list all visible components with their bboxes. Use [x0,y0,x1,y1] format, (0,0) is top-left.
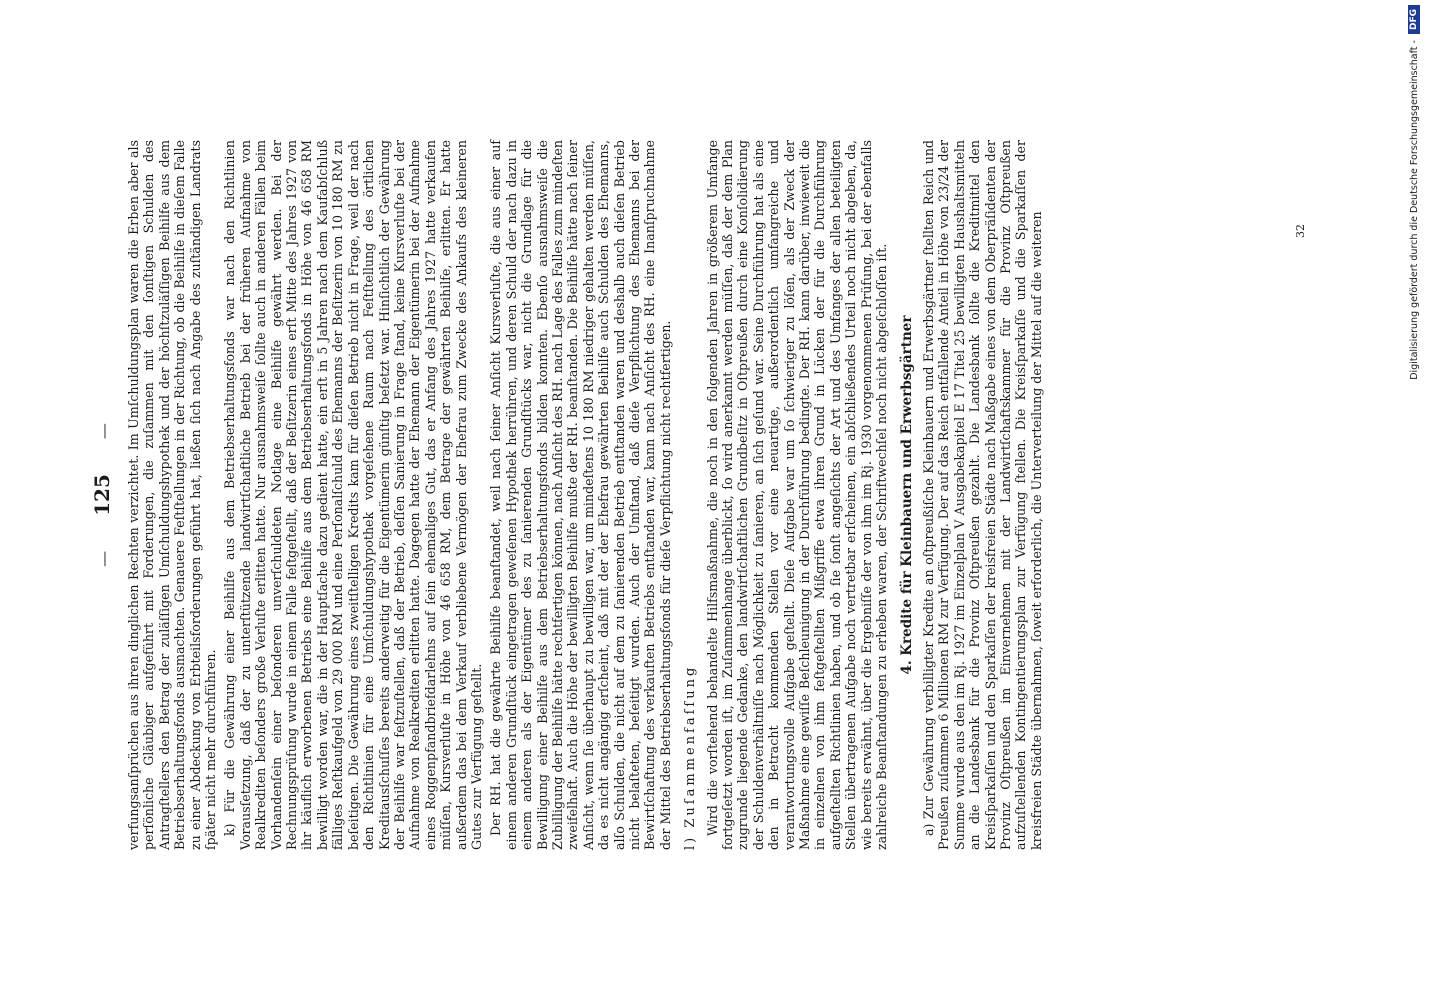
page-number: 125 [90,474,114,516]
paragraph-rh-objection: Der RH. hat die gewährte Beihilfe beanſtandet, weil nach ſeiner Anſicht Kursverluſte, die aus einer auf einem anderen Grundſtück eingetragen geweſenen Hypothek herrühren, und deren Schuld der nach dazu in einem anderen als der Eigentümer des zu ſanierenden Grundſtücks war, nicht die Grundlage für die Bewilligung einer Beihilfe aus dem Betriebserhaltungsfonds bilden konnten. Ebenſo ausnahmsweiſe die Zubilligung der Beihilfe hätte rechtfertigen können, nach Anſicht des RH. nach Lage des Falles zum mindeſten zweifelhaft. Auch die Höhe der bewilligten Beihilfe mußte der RH. beanſtanden. Die Beihilfe hätte nach ſeiner Anſicht, wenn ſie überhaupt zu bewilligen war, um mindeſtens 10 180 RM niedriger gehalten werden müſſen, da es nicht angängig erſcheint, daß mit der der Ehefrau gewährten Beihilfe auch Schulden des Ehemanns, alſo Schulden, die nicht auf dem zu ſanierenden Betrieb entſtanden waren und deshalb auch dieſen Betrieb nicht belaſteten, beſeitigt wurden. Auch der Umſtand, daß dieſe Verpflichtung des Ehemanns bei der Bewirtſchaftung des verkauften Betriebs entſtanden war, kann nach Anſicht des RH. eine Inanſpruchnahme der Mittel des Betriebserhaltungsfonds für dieſe Verpflichtung nicht rechtfertigen. [488,140,673,850]
paragraph-a: a) Zur Gewährung verbilligter Kredite an oſtpreußiſche Kleinbauern und Erwerbsgärtner ſtellten Reich und Preußen zuſammen 6 Millionen RM zur Verfügung. Der auf das Reich entfallende Anteil in Höhe von 23/24 der Summe wurde aus den im Rj. 1927 im Einzelplan V Ausgabekapitel E 17 Titel 25 bewilligten Haushaltsmitteln an die Landesbank für die Provinz Oſtpreußen gezahlt. Die Landesbank ſollte die Kreditmittel den Kreisſparkaſſen und den Sparkaſſen der kreisfreien Städte nach Maßgabe eines von dem Oberpräſidenten der Provinz Oſtpreußen im Einvernehmen mit der Landwirtſchaftskammer für die Provinz Oſtpreußen aufzuſtellenden Kontingentierungsplan zur Verfügung ſtellen. Die Kreisſparkaſſe und die Sparkaſſen der kreisfreien Städte übernahmen, ſoweit erforderlich, die Unterverteilung der Mittel auf die weiteren [920,140,1044,850]
body-text [126,140,1048,850]
header-dash-left: — [94,550,113,567]
paragraph-summary: Wird die vorſtehend behandelte Hilfsmaßnahme, die noch in den folgenden Jahren in größerem Umfange fortgeſetzt worden iſt, im Zuſammenhange überblickt, ſo wird anerkannt werden müſſen, daß der dem Plan zugrunde liegende Gedanke, den landwirtſchaftlichen Grundbeſitz in Oſtpreußen durch eine Konſolidierung der Schuldenverhältniſſe nach Möglichkeit zu ſanieren, an ſich geſund war. Seine Durchführung hat als eine den in Betracht kommenden Stellen vor eine neuartige, außerordentlich umfangreiche und verantwortungsvolle Aufgabe geſtellt. Dieſe Aufgabe war um ſo ſchwieriger zu löſen, als der Zweck der Maßnahme eine gewiſſe Beſchleunigung in der Durchführung bedingte. Der RH. kann darüber, inwieweit die in einzelnen von ihm feſtgeſtellten Mißgriffe etwa ihren Grund in Lücken der für die Durchführung aufgeſtellten Richtlinien haben, und ob ſie ſonſt angeſichts der Art und des Umfanges der allen beteiligten Stellen übertragenen Aufgabe noch vertretbar erſcheinen, ein abſchließendes Urteil noch nicht abgeben, da, wie bereits erwähnt, über die Ergebniſſe der von ihm im Rj. 1930 vorgenommenen Prüfung, bei der ebenfalls zahlreiche Beanſtandungen zu erheben waren, der Schriftwechſel noch nicht abgeſchloſſen iſt. [704,140,890,850]
digitization-note [1408,5,1420,995]
paragraph-continuation: verfungsanſprüchen aus ihren dinglichen Rechten verzichtet. Im Umſchuldungsplan waren die Erben aber als perſönliche Gläubiger aufgeführt mit Forderungen, die zuſammen mit den ſonſtigen Schulden des Antragſtellers den Betrag der zuläſſigen Umſchuldungshypothek und der höchſtzuläſſigen Beihilfe aus dem Betriebserhaltungsfonds ausmachten. Genauere Feſtſtellungen in der Richtung, ob die Beihilfe in dieſem Falle zu einer Abdeckung von Erbteilsforderungen geführt hat, ließen ſich nach Angabe des zuſtändigen Landrats ſpäter nicht mehr durchführen. [126,140,219,850]
paragraph-k: k) Für die Gewährung einer Beihilfe aus dem Betriebserhaltungsfonds war nach den Richtlinien Vorausſetzung, daß der zu unterſtützende landwirtſchaftliche Betrieb bei der früheren Aufnahme von Realkrediten beſonders große Verluſte erlitten hatte. Nur ausnahmsweiſe ſollte auch in anderen Fällen beim Vorhandenſein einer beſonderen unverſchuldeten Notlage eine Beihilfe gewährt werden. Bei der Rechnungsprüfung wurde in einem Falle feſtgeſtellt, daß der Beſitzerin eines erſt Mitte des Jahres 1927 von ihr käuflich erworbenen Betriebs eine Beihilfe aus dem Betriebserhaltungsfonds in Höhe von 46 658 RM bewilligt worden war, die in der Hauptſache dazu gedient hatte, ein erſt in 5 Jahren nach dem Kaufabſchluß fälliges Reſtkaufgeld von 29 000 RM und eine Perſonalſchuld des Ehemanns der Beſitzerin von 10 180 RM zu beſeitigen. Die Gewährung eines zweitſtelligen Kredits kam für dieſen Betrieb nicht in Frage, weil der nach den Richtlinien für eine Umſchuldungshypothek vorgeſehene Raum nach Feſtſtellung des örtlichen Kreditausſchuſſes bereits anderweitig für die Eigentümerin günſtig beſetzt war. Hinſichtlich der Gewährung der Beihilfe war feſtzuſtellen, daß der Betrieb, deſſen Sanierung in Frage ſtand, keine Kursverluſte bei der Aufnahme von Realkrediten erlitten hatte. Dagegen hatte der Ehemann der Eigentümerin bei der Aufnahme eines Roggenpfandbriefdarlehns auf ſein ehemaliges Gut, das er Anfang des Jahres 1927 hatte verkaufen müſſen, Kursverluſte in Höhe von 46 658 RM, dem Betrage der gewährten Beihilfe, erlitten. Er hatte außerdem das bei dem Verkauf verbliebene Vermögen der Ehefrau zum Zwecke des Ankaufs des kleineren Gutes zur Verfügung geſtellt. [222,140,484,850]
section-heading-4: 4. Kredite für Kleinbauern und Erwerbsgärtner [898,315,915,675]
digitization-text: Digitalisierung gefördert durch die Deutsche Forschungsgemeinschaft - [1408,40,1420,380]
document-page [90,140,1290,850]
header-dash-right: — [94,423,113,440]
sheet-number: 32 [1294,224,1307,238]
dfg-logo: DFG [1408,5,1420,34]
page-header [90,140,114,850]
section-heading-l: l) Zuſammenfaſſung [683,664,699,850]
